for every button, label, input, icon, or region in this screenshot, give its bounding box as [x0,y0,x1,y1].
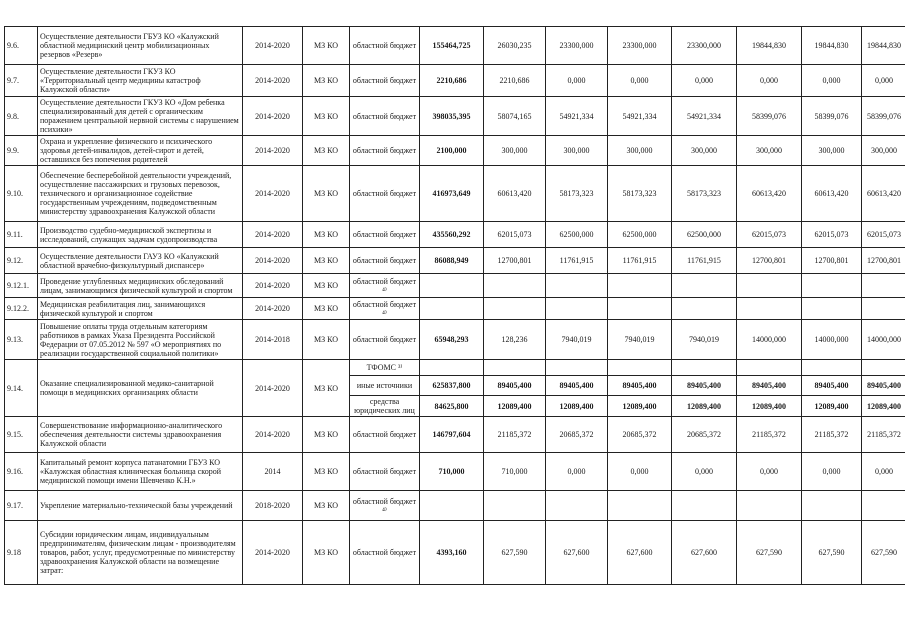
year-amount: 12089,400 [672,396,737,417]
year-amount: 60613,420 [484,166,546,222]
row-number: 9.17. [5,491,38,521]
table-row [5,360,905,376]
year-amount: 0,000 [546,65,608,97]
year-amount: 19844,830 [802,27,862,65]
year-amount: 23300,000 [672,27,737,65]
year-amount: 60613,420 [737,166,802,222]
total-amount: 84625,800 [420,396,484,417]
year-amount: 19844,830 [737,27,802,65]
year-amount [862,491,905,521]
funding-source: областной бюджет [350,27,420,65]
funding-source: иные источники [350,376,420,396]
activity-description: Осуществление деятельности ГБУЗ КО «Калужский областной медицинский центр мобилизационных резервов «Резерв» [38,27,243,65]
table-row [5,417,905,453]
table-row [5,320,905,360]
year-amount: 89405,400 [862,376,905,396]
table-row [5,298,905,320]
funding-source: областной бюджет [350,65,420,97]
year-amount: 300,000 [546,136,608,166]
year-amount: 627,590 [737,521,802,585]
year-amount [802,360,862,376]
year-amount: 58173,323 [672,166,737,222]
year-amount: 58173,323 [546,166,608,222]
funding-source: областной бюджет [350,320,420,360]
row-number: 9.12. [5,248,38,274]
executor: МЗ КО [303,360,350,417]
total-amount [420,360,484,376]
implementation-period: 2014-2020 [243,222,303,248]
table-row [5,274,905,298]
row-number: 9.16. [5,453,38,491]
activity-description: Совершенствование информационно-аналитического обеспечения деятельности системы здравоохранения Калужской области [38,417,243,453]
total-amount: 65948,293 [420,320,484,360]
year-amount: 62015,073 [737,222,802,248]
activity-description: Капитальный ремонт корпуса патанатомии ГБУЗ КО «Калужская областная клиническая больница скорой медицинской помощи имени Шевченко К.Н.» [38,453,243,491]
table-row [5,27,905,65]
year-amount: 62500,000 [608,222,672,248]
implementation-period: 2014-2020 [243,360,303,417]
year-amount: 0,000 [802,65,862,97]
activity-description: Субсидии юридическим лицам, индивидуальным предпринимателям, физическим лицам - производителям товаров, работ, услуг, предусмотренные по министерству здравоохранения Калужской области на возмещение затрат: [38,521,243,585]
year-amount: 89405,400 [484,376,546,396]
year-amount: 14000,000 [737,320,802,360]
year-amount: 0,000 [608,453,672,491]
table-row [5,136,905,166]
year-amount: 12089,400 [546,396,608,417]
year-amount: 11761,915 [672,248,737,274]
funding-source: областной бюджет [350,97,420,136]
year-amount: 627,590 [484,521,546,585]
row-number: 9.10. [5,166,38,222]
year-amount [862,360,905,376]
year-amount [737,360,802,376]
implementation-period: 2014-2020 [243,65,303,97]
activity-description: Оказание специализированной медико-санитарной помощи в медицинских организациях области [38,360,243,417]
year-amount: 54921,334 [546,97,608,136]
funding-source: областной бюджет [350,453,420,491]
year-amount: 62015,073 [862,222,905,248]
year-amount: 12089,400 [802,396,862,417]
total-amount: 710,000 [420,453,484,491]
year-amount: 2210,686 [484,65,546,97]
row-number: 9.13. [5,320,38,360]
executor: МЗ КО [303,248,350,274]
year-amount [484,491,546,521]
table-row [5,521,905,585]
year-amount [608,274,672,298]
total-amount [420,274,484,298]
implementation-period: 2014-2020 [243,166,303,222]
total-amount: 2210,686 [420,65,484,97]
table-row [5,97,905,136]
year-amount: 58074,165 [484,97,546,136]
year-amount [737,491,802,521]
year-amount: 710,000 [484,453,546,491]
activity-description: Проведение углубленных медицинских обследований лицам, занимающимся физической культурой и спортом [38,274,243,298]
funding-source: областной бюджет [350,521,420,585]
year-amount: 7940,019 [672,320,737,360]
total-amount: 146797,604 [420,417,484,453]
year-amount: 627,600 [672,521,737,585]
table-row [5,222,905,248]
year-amount: 54921,334 [672,97,737,136]
year-amount [737,274,802,298]
row-number: 9.7. [5,65,38,97]
year-amount [546,360,608,376]
executor: МЗ КО [303,320,350,360]
year-amount: 62015,073 [802,222,862,248]
implementation-period: 2014-2020 [243,136,303,166]
year-amount [608,491,672,521]
year-amount: 300,000 [862,136,905,166]
year-amount: 300,000 [802,136,862,166]
year-amount [546,491,608,521]
total-amount [420,298,484,320]
year-amount: 58399,076 [737,97,802,136]
table-row [5,166,905,222]
year-amount: 12700,801 [802,248,862,274]
total-amount: 2100,000 [420,136,484,166]
activity-description: Охрана и укрепление физического и психического здоровья детей-инвалидов, детей-сирот и детей, оставшихся без попечения родителей [38,136,243,166]
row-number: 9.12.2. [5,298,38,320]
row-number: 9.9. [5,136,38,166]
year-amount [484,360,546,376]
program-activities-table [4,26,905,585]
year-amount [608,360,672,376]
funding-source: областной бюджет [350,417,420,453]
year-amount [672,298,737,320]
activity-description: Медицинская реабилитация лиц, занимающихся физической культурой и спортом [38,298,243,320]
activity-description: Производство судебно-медицинской экспертизы и исследований, служащих задачам судопроизводства [38,222,243,248]
year-amount: 21185,372 [484,417,546,453]
year-amount: 627,590 [802,521,862,585]
year-amount: 58173,323 [608,166,672,222]
year-amount: 0,000 [862,453,905,491]
funding-source: средства юридических лиц [350,396,420,417]
year-amount: 12089,400 [484,396,546,417]
total-amount: 435560,292 [420,222,484,248]
total-amount: 416973,649 [420,166,484,222]
year-amount [672,491,737,521]
executor: МЗ КО [303,65,350,97]
year-amount: 0,000 [737,65,802,97]
year-amount: 11761,915 [608,248,672,274]
year-amount: 89405,400 [802,376,862,396]
row-number: 9.8. [5,97,38,136]
year-amount: 21185,372 [737,417,802,453]
year-amount: 20685,372 [546,417,608,453]
year-amount: 58399,076 [862,97,905,136]
row-number: 9.6. [5,27,38,65]
year-amount: 0,000 [546,453,608,491]
year-amount [546,274,608,298]
year-amount: 12700,801 [484,248,546,274]
year-amount: 62500,000 [672,222,737,248]
year-amount [672,274,737,298]
year-amount: 89405,400 [546,376,608,396]
year-amount [802,298,862,320]
year-amount: 128,236 [484,320,546,360]
total-amount: 625837,800 [420,376,484,396]
implementation-period: 2018-2020 [243,491,303,521]
year-amount: 12089,400 [862,396,905,417]
table-row [5,453,905,491]
year-amount: 58399,076 [802,97,862,136]
year-amount [546,298,608,320]
total-amount: 4393,160 [420,521,484,585]
year-amount: 300,000 [484,136,546,166]
year-amount: 26030,235 [484,27,546,65]
year-amount: 89405,400 [672,376,737,396]
implementation-period: 2014-2020 [243,27,303,65]
year-amount: 14000,000 [802,320,862,360]
executor: МЗ КО [303,274,350,298]
year-amount: 11761,915 [546,248,608,274]
program-table-sheet [4,26,905,585]
executor: МЗ КО [303,417,350,453]
year-amount: 300,000 [737,136,802,166]
activity-description: Укрепление материально-технической базы учреждений [38,491,243,521]
year-amount: 0,000 [862,65,905,97]
implementation-period: 2014-2020 [243,417,303,453]
implementation-period: 2014 [243,453,303,491]
table-row [5,65,905,97]
year-amount: 62500,000 [546,222,608,248]
year-amount: 0,000 [672,453,737,491]
table-row [5,491,905,521]
year-amount: 12089,400 [737,396,802,417]
year-amount: 0,000 [802,453,862,491]
year-amount: 14000,000 [862,320,905,360]
executor: МЗ КО [303,298,350,320]
year-amount: 7940,019 [546,320,608,360]
year-amount: 12089,400 [608,396,672,417]
year-amount [802,491,862,521]
year-amount: 19844,830 [862,27,905,65]
year-amount [608,298,672,320]
total-amount: 398035,395 [420,97,484,136]
year-amount: 0,000 [608,65,672,97]
total-amount [420,491,484,521]
implementation-period: 2014-2020 [243,298,303,320]
funding-source: областной бюджет ⁴⁾ [350,298,420,320]
activity-description: Осуществление деятельности ГКУЗ КО «Дом ребенка специализированный для детей с органическим поражением центральной нервной системы с нарушением психики» [38,97,243,136]
year-amount: 627,600 [546,521,608,585]
year-amount: 21185,372 [862,417,905,453]
row-number: 9.11. [5,222,38,248]
year-amount: 0,000 [672,65,737,97]
executor: МЗ КО [303,491,350,521]
implementation-period: 2014-2020 [243,97,303,136]
year-amount: 12700,801 [862,248,905,274]
year-amount: 20685,372 [672,417,737,453]
row-number: 9.18 [5,521,38,585]
activity-description: Осуществление деятельности ГКУЗ КО «Территориальный центр медицины катастроф Калужской области» [38,65,243,97]
year-amount [484,298,546,320]
executor: МЗ КО [303,521,350,585]
year-amount: 60613,420 [802,166,862,222]
activity-description: Осуществление деятельности ГАУЗ КО «Калужский областной врачебно-физкультурный диспансер» [38,248,243,274]
year-amount: 627,590 [862,521,905,585]
funding-source: ТФОМС ³⁾ [350,360,420,376]
year-amount: 60613,420 [862,166,905,222]
executor: МЗ КО [303,222,350,248]
year-amount: 20685,372 [608,417,672,453]
funding-source: областной бюджет [350,136,420,166]
row-number: 9.12.1. [5,274,38,298]
implementation-period: 2014-2018 [243,320,303,360]
implementation-period: 2014-2020 [243,248,303,274]
year-amount: 300,000 [608,136,672,166]
year-amount: 89405,400 [608,376,672,396]
implementation-period: 2014-2020 [243,274,303,298]
total-amount: 86088,949 [420,248,484,274]
activity-description: Повышение оплаты труда отдельным категориям работников в рамках Указа Президента Российской Федерации от 07.05.2012 № 597 «О мероприятиях по реализации государственной социальной политики» [38,320,243,360]
executor: МЗ КО [303,97,350,136]
executor: МЗ КО [303,27,350,65]
table-row [5,248,905,274]
year-amount [862,298,905,320]
executor: МЗ КО [303,136,350,166]
year-amount: 12700,801 [737,248,802,274]
year-amount [484,274,546,298]
executor: МЗ КО [303,166,350,222]
total-amount: 155464,725 [420,27,484,65]
funding-source: областной бюджет ⁴⁾ [350,491,420,521]
year-amount: 62015,073 [484,222,546,248]
row-number: 9.14. [5,360,38,417]
year-amount: 7940,019 [608,320,672,360]
funding-source: областной бюджет ⁴⁾ [350,274,420,298]
year-amount: 0,000 [737,453,802,491]
funding-source: областной бюджет [350,222,420,248]
year-amount: 627,600 [608,521,672,585]
activity-description: Обеспечение бесперебойной деятельности учреждений, осуществление пассажирских и грузовых перевозок, технического и организационное содействие государственным учреждениям, подведомственным министерству здравоохранения Калужской области [38,166,243,222]
year-amount: 54921,334 [608,97,672,136]
row-number: 9.15. [5,417,38,453]
year-amount: 300,000 [672,136,737,166]
executor: МЗ КО [303,453,350,491]
year-amount [862,274,905,298]
funding-source: областной бюджет [350,166,420,222]
implementation-period: 2014-2020 [243,521,303,585]
year-amount [802,274,862,298]
year-amount [672,360,737,376]
year-amount: 23300,000 [546,27,608,65]
year-amount: 23300,000 [608,27,672,65]
year-amount [737,298,802,320]
year-amount: 21185,372 [802,417,862,453]
year-amount: 89405,400 [737,376,802,396]
funding-source: областной бюджет [350,248,420,274]
